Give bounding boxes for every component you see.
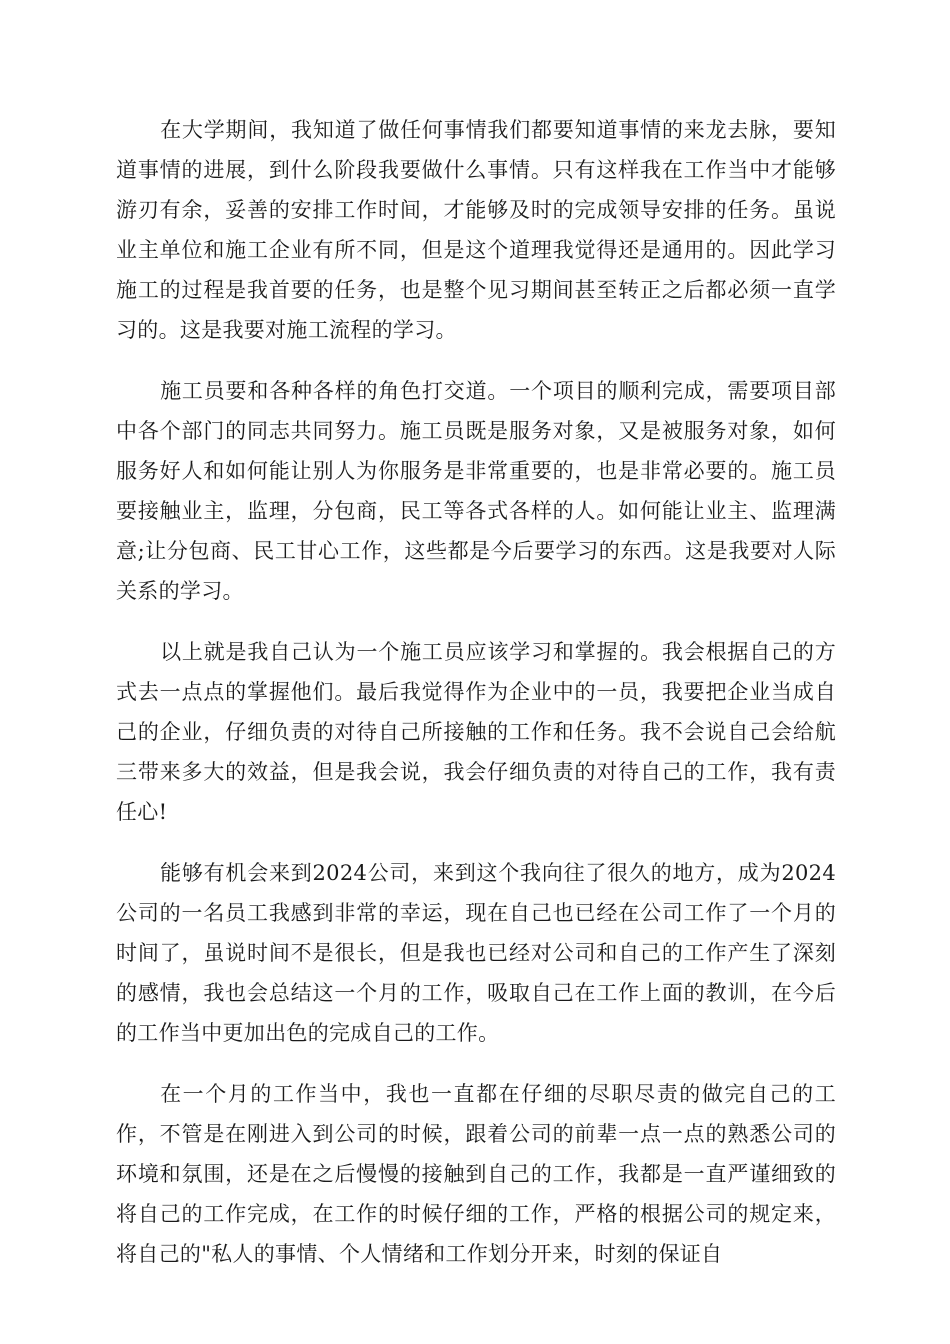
paragraph-1: 在大学期间，我知道了做任何事情我们都要知道事情的来龙去脉，要知道事情的进展，到什么阶段我要做什么事情。只有这样我在工作当中才能够游刃有余，妥善的安排工作时间，才能够及时的完成领导安排的任务。虽说业主单位和施工企业有所不同，但是这个道理我觉得还是通用的。因此学习施工的过程是我首要的任务，也是整个见习期间甚至转正之后都必须一直学习的。这是我要对施工流程的学习。	[116, 118, 836, 342]
paragraph-3: 以上就是我自己认为一个施工员应该学习和掌握的。我会根据自己的方式去一点点的掌握他们。最后我觉得作为企业中的一员，我要把企业当成自己的企业，仔细负责的对待自己所接触的工作和任务。我不会说自己会给航三带来多大的效益，但是我会说，我会仔细负责的对待自己的工作，我有责任心!	[116, 640, 836, 824]
document-body	[116, 110, 836, 1295]
paragraph-4: 能够有机会来到2024公司，来到这个我向往了很久的地方，成为2024公司的一名员工我感到非常的幸运，现在自己也已经在公司工作了一个月的时间了，虽说时间不是很长，但是我也已经对公司和自己的工作产生了深刻的感情，我也会总结这一个月的工作，吸取自己在工作上面的教训，在今后的工作当中更加出色的完成自己的工作。	[116, 861, 836, 1045]
paragraph-5: 在一个月的工作当中，我也一直都在仔细的尽职尽责的做完自己的工作，不管是在刚进入到公司的时候，跟着公司的前辈一点一点的熟悉公司的环境和氛围，还是在之后慢慢的接触到自己的工作，我都是一直严谨细致的将自己的工作完成，在工作的时候仔细的工作，严格的根据公司的规定来，将自己的"私人的事情、个人情绪和工作划分开来，时刻的保证自	[116, 1082, 836, 1266]
paragraph-2: 施工员要和各种各样的角色打交道。一个项目的顺利完成，需要项目部中各个部门的同志共同努力。施工员既是服务对象，又是被服务对象，如何服务好人和如何能让别人为你服务是非常重要的，也是非常必要的。施工员要接触业主，监理，分包商，民工等各式各样的人。如何能让业主、监理满意;让分包商、民工甘心工作，这些都是今后要学习的东西。这是我要对人际关系的学习。	[116, 379, 836, 603]
